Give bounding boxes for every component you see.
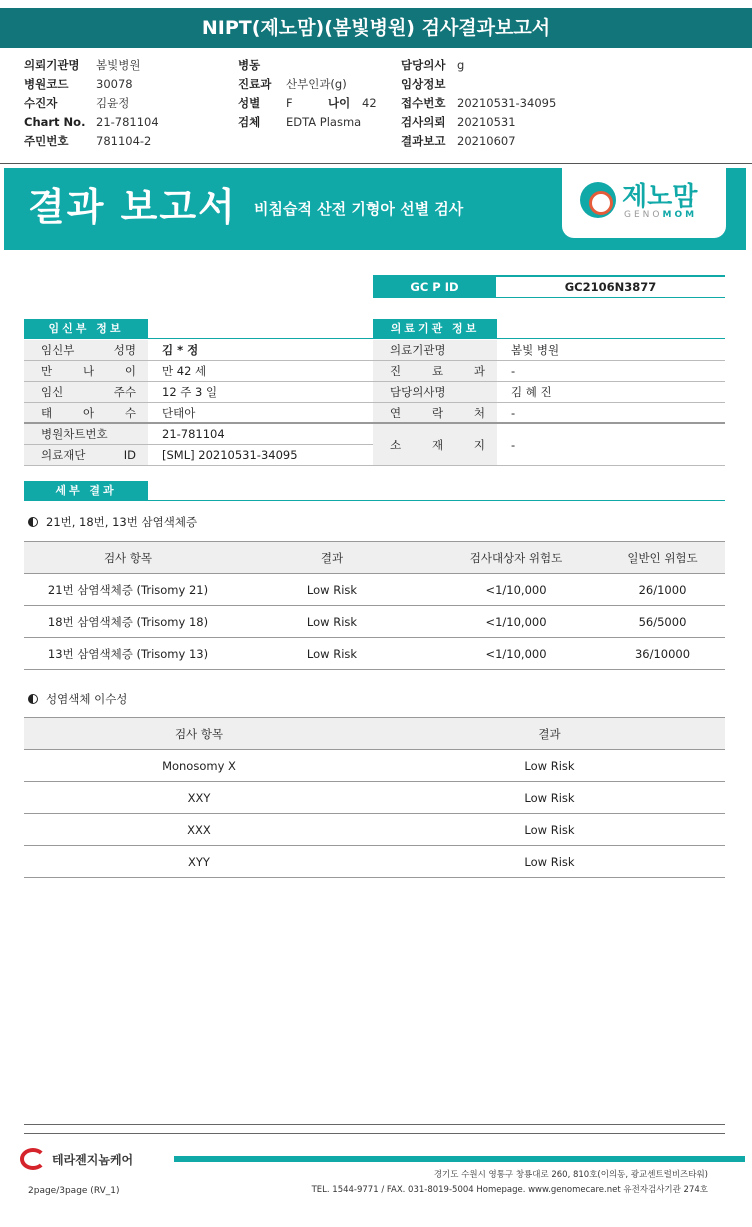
result: Low Risk (524, 855, 575, 869)
table-row (24, 361, 373, 382)
field-label: 만 나 이 (24, 361, 148, 381)
table-row (24, 814, 725, 846)
column-header: 검사 항목 (174, 727, 224, 741)
trisomy-section-title (28, 514, 197, 530)
info-label: 검체 (238, 115, 261, 129)
info-label: 병동 (238, 58, 261, 72)
field-value: - (511, 364, 516, 378)
logo-subtext-b: MOM (662, 210, 698, 220)
table-row (373, 403, 725, 424)
company-logo-icon (20, 1148, 46, 1170)
field-label: 연 락 처 (373, 403, 497, 422)
field-label: 진 료 과 (373, 361, 497, 381)
test-item: XXX (187, 823, 211, 837)
sex-chromosome-table (24, 717, 725, 878)
logo-subtext-a: GENO (624, 210, 663, 220)
footer-divider (24, 1133, 725, 1134)
result: Low Risk (524, 759, 575, 773)
info-label: 진료과 (238, 77, 272, 91)
field-value: - (511, 406, 516, 420)
trisomy-table (24, 541, 725, 670)
test-item: Monosomy X (162, 759, 236, 773)
info-label: 담당의사 (401, 58, 446, 72)
table-row (24, 424, 373, 445)
info-value: g (457, 58, 465, 72)
institution-info-header: 의료기관 정보 (373, 319, 497, 339)
banner-title: 결과 보고서 (28, 185, 237, 229)
section-line (373, 338, 725, 339)
test-item: XYY (188, 855, 210, 869)
table-row (24, 606, 725, 638)
info-value: 21-781104 (96, 115, 159, 129)
info-label: 접수번호 (401, 96, 446, 110)
table-row (24, 382, 373, 403)
pregnant-info-header: 임신부 정보 (24, 319, 148, 339)
info-value: F (286, 96, 293, 110)
field-value: 21-781104 (162, 427, 225, 441)
company-name: 테라젠지놈케어 (52, 1152, 134, 1167)
result: Low Risk (524, 791, 575, 805)
info-value: 30078 (96, 77, 133, 91)
table-header (24, 542, 725, 574)
general-risk: 26/1000 (638, 583, 687, 597)
info-label: 임상정보 (401, 77, 446, 91)
footer-divider (24, 1124, 725, 1125)
info-label: 병원코드 (24, 77, 69, 91)
field-label: 병원차트번호 (24, 424, 148, 444)
info-column-3 (401, 56, 556, 151)
page-number: 2page/3page (RV_1) (28, 1186, 120, 1196)
field-label: 담당의사명 (373, 382, 497, 402)
genomom-logo (562, 168, 726, 238)
info-value: 781104-2 (96, 134, 152, 148)
column-header: 결과 (538, 727, 561, 741)
table-row (24, 750, 725, 782)
field-value: [SML] 20210531-34095 (162, 448, 298, 462)
detail-results-header: 세부 결과 (24, 481, 148, 501)
column-header: 검사 항목 (103, 551, 153, 565)
column-header: 결과 (320, 551, 344, 565)
half-circle-icon (28, 694, 38, 704)
gcp-id-box (373, 275, 725, 298)
info-value: 20210531 (457, 115, 516, 129)
info-label: 의뢰기관명 (24, 58, 80, 72)
divider (0, 163, 752, 164)
info-label: Chart No. (24, 115, 86, 129)
table-row (24, 782, 725, 814)
field-value: 12 주 3 일 (162, 385, 218, 399)
table-row (373, 340, 725, 361)
test-item: 21번 삼염색체증 (Trisomy 21) (47, 583, 209, 597)
field-label: 소 재 지 (373, 424, 497, 465)
info-label: 주민번호 (24, 134, 69, 148)
info-value: 20210607 (457, 134, 516, 148)
field-value: 김 * 정 (162, 343, 199, 357)
field-value: 김 혜 진 (511, 385, 552, 399)
table-row (24, 638, 725, 670)
info-label: 성별 (238, 96, 261, 110)
test-item: XXY (187, 791, 211, 805)
subject-risk: <1/10,000 (485, 615, 547, 629)
footer-bar (174, 1156, 745, 1162)
table-row (24, 846, 725, 878)
table-row (373, 424, 725, 466)
field-value: - (511, 438, 516, 452)
info-label: 결과보고 (401, 134, 446, 148)
logo-text: 제노맘 (622, 182, 698, 212)
info-value: 20210531-34095 (457, 96, 557, 110)
table-row (373, 361, 725, 382)
trisomy-title-text: 21번, 18번, 13번 삼염색체증 (46, 515, 198, 529)
field-label: 임신부 성명 (24, 340, 148, 360)
logo-subtext (624, 210, 697, 220)
table-row (24, 445, 373, 466)
banner (4, 168, 746, 250)
field-label: 의료기관명 (373, 340, 497, 360)
age-value: 42 (362, 96, 377, 110)
sex-chromosome-section-title (28, 691, 127, 707)
company-address: 경기도 수원시 영통구 창룡대로 260, 810호(이의동, 광교센트럴비즈타워) (433, 1170, 708, 1180)
half-circle-icon (28, 517, 38, 527)
result: Low Risk (306, 583, 358, 597)
general-risk: 36/10000 (634, 647, 691, 661)
section-line (24, 338, 373, 339)
report-title: NIPT(제노맘)(봄빛병원) 검사결과보고서 (0, 8, 752, 48)
info-value: 김윤정 (96, 96, 130, 110)
field-label: 의료재단 ID (24, 445, 148, 465)
table-row (373, 382, 725, 403)
company-contact: TEL. 1544-9771 / FAX. 031-8019-5004 Homepage. www.genomecare.net 유전자검사기관 274호 (311, 1185, 708, 1195)
field-value: 만 42 세 (162, 364, 207, 378)
logo-mark-icon (580, 182, 616, 218)
test-item: 13번 삼염색체증 (Trisomy 13) (47, 647, 209, 661)
table-row (24, 574, 725, 606)
info-value: 봄빛병원 (96, 58, 141, 72)
table-header (24, 718, 725, 750)
column-header: 검사대상자 위험도 (469, 551, 563, 565)
company-logo (20, 1148, 133, 1170)
info-column-2 (238, 56, 377, 132)
field-label: 태 아 수 (24, 403, 148, 422)
pregnant-info-table (24, 340, 373, 466)
table-row (24, 403, 373, 424)
general-risk: 56/5000 (638, 615, 687, 629)
info-value: 산부인과(g) (286, 77, 347, 91)
field-label: 임신 주수 (24, 382, 148, 402)
table-row (24, 340, 373, 361)
result: Low Risk (524, 823, 575, 837)
age-label: 나이 (328, 96, 351, 110)
field-value: 봄빛 병원 (511, 343, 560, 357)
sex-title-text: 성염색체 이수성 (46, 692, 128, 706)
institution-info-table (373, 340, 725, 466)
section-line (24, 500, 725, 501)
subject-risk: <1/10,000 (485, 583, 547, 597)
info-value: EDTA Plasma (286, 115, 362, 129)
banner-subtitle: 비침습적 산전 기형아 선별 검사 (254, 200, 464, 218)
info-label: 수진자 (24, 96, 58, 110)
gcp-id-value: GC2106N3877 (564, 280, 657, 294)
field-value: 단태아 (162, 406, 196, 420)
gcp-id-label: GC P ID (373, 277, 496, 297)
info-column-1 (24, 56, 159, 151)
subject-risk: <1/10,000 (485, 647, 547, 661)
result: Low Risk (306, 647, 358, 661)
column-header: 일반인 위험도 (627, 551, 698, 565)
test-item: 18번 삼염색체증 (Trisomy 18) (47, 615, 209, 629)
info-label: 검사의뢰 (401, 115, 446, 129)
result: Low Risk (306, 615, 358, 629)
